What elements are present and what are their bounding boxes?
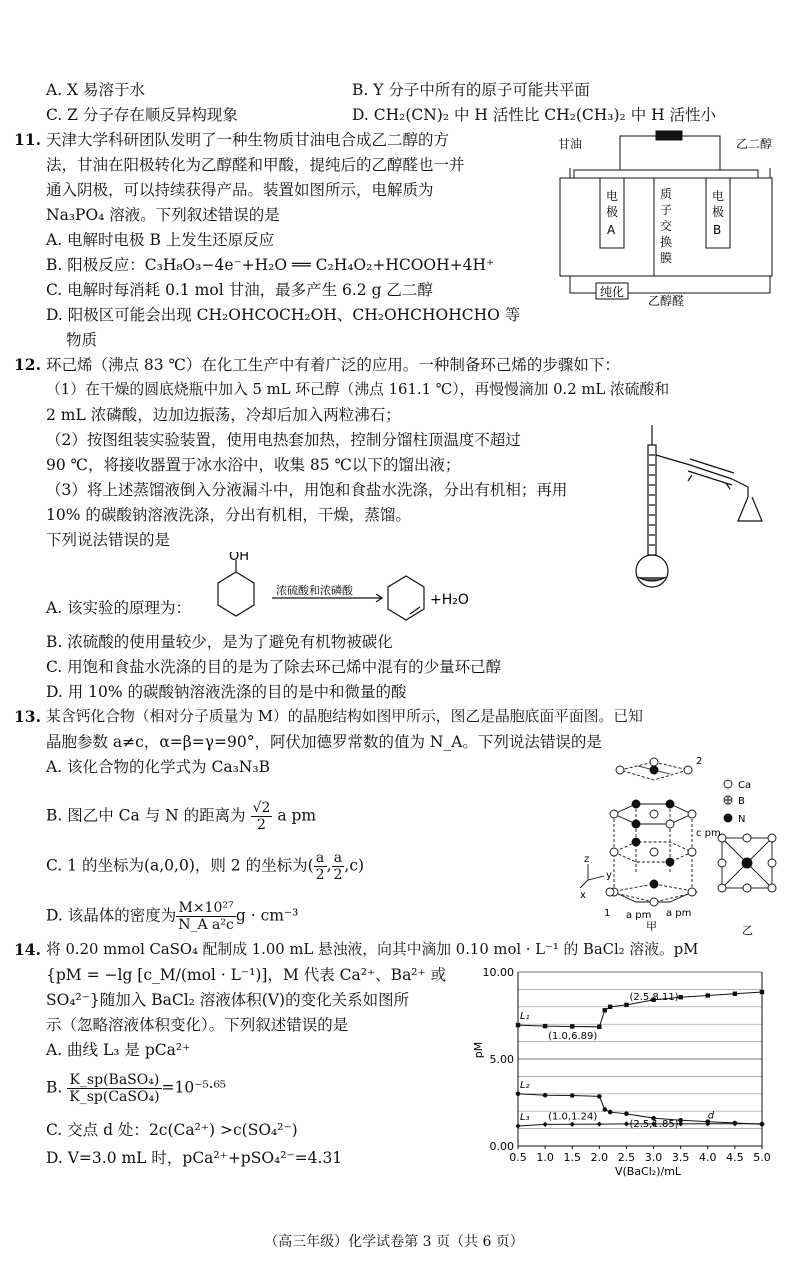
- x-tick-label: 1.5: [563, 1151, 581, 1164]
- q14-number: 14.: [14, 940, 41, 959]
- annotation-label: (1.0,1.24): [548, 1111, 598, 1123]
- x-tick-label: 5.0: [753, 1151, 771, 1164]
- x-tick-label: 4.0: [699, 1151, 717, 1164]
- page-footer: （高三年级）化学试卷第 3 页（共 6 页）: [264, 1234, 524, 1250]
- q12-option-d: D. 用 10% 的碳酸钠溶液洗涤的目的是中和微量的酸: [46, 683, 407, 701]
- annotation-label: (1.0,6.89): [548, 1031, 598, 1043]
- cyclohexanol-ring: [218, 572, 254, 616]
- label-glycerol: 甘油: [558, 137, 583, 151]
- series-point: [603, 1008, 607, 1012]
- q14-option-a: A. 曲线 L₃ 是 pCa²⁺: [46, 1041, 191, 1059]
- axis-y-label: y: [606, 870, 612, 881]
- q10-option-a: A. X 易溶于水: [46, 81, 146, 99]
- q12-step3-line1: （3）将上述蒸馏液倒入分液漏斗中，用饱和食盐水洗涤，分出有机相；再用: [46, 481, 568, 499]
- q14-option-d: D. V=3.0 mL 时，pCa²⁺+pSO₄²⁻=4.31: [46, 1149, 343, 1167]
- label-c-pm: c pm: [696, 828, 721, 839]
- q11-option-b: B. 阳极反应：C₃H₈O₃−4e⁻+H₂O ══ C₂H₄O₂+HCOOH+4H⁺: [46, 256, 495, 274]
- series-label: L₂: [520, 1079, 530, 1091]
- q11-number: 11.: [14, 130, 41, 149]
- q12-option-a: A. 该实验的原理为：: [46, 599, 192, 617]
- q14-stem-line3: SO₄²⁻}随加入 BaCl₂ 溶液体积(V)的变化关系如图所: [46, 991, 410, 1009]
- chart-x-axis-label: V(BaCl₂)/mL: [614, 1165, 682, 1178]
- legend-n: N: [738, 814, 746, 825]
- q14-option-c: C. 交点 d 处：2c(Ca²⁺) >c(SO₄²⁻): [46, 1121, 298, 1139]
- x-tick-label: 4.5: [726, 1151, 744, 1164]
- x-tick-label: 2.0: [590, 1151, 609, 1164]
- series-point: [543, 1122, 548, 1127]
- q12-option-c: C. 用饱和食盐水洗涤的目的是为了除去环己烯中混有的少量环己醇: [46, 658, 502, 676]
- series-point: [760, 990, 764, 994]
- series-point: [678, 1121, 683, 1126]
- x-tick-label: 1.0: [536, 1151, 554, 1164]
- axis-x-label: x: [580, 890, 586, 901]
- q13-option-b: [46, 800, 316, 833]
- q11-option-d-cont: 物质: [66, 331, 98, 349]
- x-tick-label: 0.5: [509, 1151, 527, 1164]
- pm-vs-volume-chart: [470, 960, 780, 1180]
- chart-y-axis-label: pM: [472, 1041, 485, 1059]
- cyclohexene-ring: [388, 576, 424, 620]
- electrode-b-char3: B: [713, 223, 722, 237]
- membrane-char5: 膜: [660, 251, 673, 265]
- series-point: [516, 1092, 521, 1097]
- series-point: [570, 1093, 575, 1098]
- q11-stem-line2: 法，甘油在阳极转化为乙醇醛和甲酸，提纯后的乙醇醛也一并: [46, 156, 465, 174]
- q13-option-c-frac1: $\frac{a}{2}$: [315, 850, 325, 883]
- series-point: [516, 1023, 520, 1027]
- reaction-scheme: [206, 552, 486, 632]
- annotation-label: (2.5,8.11): [629, 991, 679, 1003]
- membrane-char3: 交: [660, 219, 673, 233]
- series-point: [543, 1093, 548, 1098]
- y-tick-label: 5.00: [489, 1053, 514, 1066]
- q14-option-b: B. $\frac{\text{K\_sp(BaSO₄)}}{\text{K\_sp(CaSO₄)}}$ =10⁻⁵·⁶⁵: [46, 1072, 227, 1105]
- label-a-pm-2: a pm: [666, 908, 692, 919]
- membrane-char4: 换: [660, 235, 673, 249]
- q14-stem-line1: 将 0.20 mmol CaSO₄ 配制成 1.00 mL 悬浊液，向其中滴加 0.10 mol · L⁻¹ 的 BaCl₂ 溶液。pM: [46, 941, 699, 958]
- q13-option-d: D. 该晶体的密度为 $\frac{\text{M×10²⁷}}{\text{N\_A a²c}}$ g · cm⁻³: [46, 900, 299, 933]
- q13-option-d-text: D. 该晶体的密度为: [46, 906, 177, 925]
- annotation-label: d: [707, 1110, 715, 1122]
- series-point: [624, 1121, 629, 1126]
- oh-label: OH: [229, 552, 250, 564]
- q13-option-b-unit: a pm: [277, 806, 317, 825]
- label-a-pm-1: a pm: [626, 910, 652, 921]
- q11-option-a: A. 电解时电极 B 上发生还原反应: [46, 231, 275, 249]
- electrode-a-char2: 极: [606, 205, 619, 219]
- electrolysis-figure: [556, 128, 784, 308]
- q14-option-b-fraction: $\frac{\text{K\_sp(BaSO₄)}}{\text{K\_sp(CaSO₄)}}$: [69, 1072, 160, 1105]
- label-purify: 纯化: [600, 285, 625, 299]
- q11-stem-line1: 天津大学科研团队发明了一种生物质甘油电合成乙二醇的方: [46, 131, 450, 149]
- q13-option-d-fraction: $\frac{\text{M×10²⁷}}{\text{N\_A a²c}}$: [178, 900, 234, 933]
- q13-option-c-frac2: $\frac{a}{2}$: [333, 850, 343, 883]
- series-point: [515, 1123, 520, 1128]
- q12-stem-line1: 环己烯（沸点 83 ℃）在化工生产中有着广泛的应用。一种制备环己烯的步骤如下：: [46, 356, 620, 374]
- q12-number: 12.: [14, 355, 41, 374]
- distillation-apparatus-figure: [630, 425, 780, 595]
- q13-option-b-fraction: $\frac{√2}{2}$: [252, 800, 271, 833]
- q12-step3-line2: 10% 的碳酸钠溶液洗涤，分出有机相，干燥，蒸馏。: [46, 506, 411, 524]
- axis-z-label: z: [584, 854, 590, 865]
- chart-annotations: [548, 992, 715, 1130]
- crystal-cell-figure: [570, 752, 784, 940]
- label-glycolaldehyde: 乙醇醛: [648, 294, 685, 308]
- label-yi: 乙: [742, 924, 753, 937]
- series-point: [733, 992, 737, 996]
- q12-step1-line1: （1）在干燥的圆底烧瓶中加入 5 mL 环己醇（沸点 161.1 ℃），再慢慢滴加 0.2 mL 浓硫酸和: [46, 381, 670, 398]
- electrode-a-char1: 电: [606, 189, 619, 203]
- label-point-2: 2: [696, 756, 703, 767]
- q12-step2-line2: 90 ℃，将接收器置于冰水浴中，收集 85 ℃以下的馏出液；: [46, 456, 461, 474]
- q13-option-a: A. 该化合物的化学式为 Ca₃N₃B: [46, 758, 270, 776]
- q10-option-c: C. Z 分子存在顺反异构现象: [46, 106, 238, 124]
- q11-stem-line3: 通入阴极，可以持续获得产品。装置如图所示，电解质为: [46, 181, 434, 199]
- series-point: [597, 1121, 602, 1126]
- series-point: [706, 993, 710, 997]
- q11-option-c: C. 电解时每消耗 0.1 mol 甘油，最多产生 6.2 g 乙二醇: [46, 281, 433, 299]
- y-tick-label: 0.00: [489, 1140, 514, 1153]
- q12-option-b: B. 浓硫酸的使用量较少，是为了避免有机物被碳化: [46, 633, 393, 651]
- series-point: [570, 1024, 574, 1028]
- q12-step1-line2: 2 mL 浓磷酸，边加边振荡，冷却后加入两粒沸石；: [46, 406, 401, 424]
- x-tick-label: 3.5: [671, 1151, 690, 1164]
- annotation-label: (2.5,1.85): [629, 1118, 679, 1130]
- series-point: [602, 1107, 607, 1112]
- q13-stem-line2: 晶胞参数 a≠c，α=β=γ=90°，阿伏加德罗常数的值为 N_A。下列说法错误的是: [46, 733, 602, 751]
- series-point: [543, 1024, 547, 1028]
- q13-option-c-text: C. 1 的坐标为(a,0,0)，则 2 的坐标为(: [46, 856, 314, 875]
- electrode-b-char1: 电: [712, 189, 725, 203]
- y-tick-label: 10.00: [482, 966, 514, 979]
- q14-stem-line2: {pM = −lg [c_M/(mol · L⁻¹)]，M 代表 Ca²⁺、Ba²⁺ 或: [46, 966, 447, 984]
- label-point-1: 1: [604, 908, 611, 919]
- series-point: [624, 1003, 628, 1007]
- q12-ask: 下列说法错误的是: [46, 531, 171, 549]
- series-point: [608, 1110, 613, 1115]
- q13-number: 13.: [14, 707, 41, 726]
- legend-b: B: [738, 796, 745, 807]
- water-label: +H₂O: [430, 592, 469, 608]
- reagent-label: 浓硫酸和浓磷酸: [276, 584, 353, 597]
- q14-stem-line4: 示（忽略溶液体积变化）。下列叙述错误的是: [46, 1016, 349, 1034]
- legend-ca: Ca: [738, 780, 752, 791]
- q10-option-b: B. Y 分子中所有的原子可能共平面: [352, 81, 590, 99]
- membrane-char1: 质: [660, 187, 673, 201]
- electrode-b-char2: 极: [712, 205, 725, 219]
- q11-option-d: D. 阳极区可能会出现 CH₂OHCOCH₂OH、CH₂OHCHOHCHO 等: [46, 306, 521, 324]
- q10-option-d: D. CH₂(CN)₂ 中 H 活性比 CH₂(CH₃)₂ 中 H 活性小: [352, 106, 717, 124]
- membrane-char2: 子: [660, 203, 673, 217]
- series-point: [624, 1112, 629, 1117]
- q13-stem-line1: 某含钙化合物（相对分子质量为 M）的晶胞结构如图甲所示，图乙是晶胞底面平面图。已知: [46, 708, 643, 725]
- q13-option-b-text: B. 图乙中 Ca 与 N 的距离为: [46, 806, 246, 825]
- x-tick-label: 2.5: [617, 1151, 636, 1164]
- series-label: L₃: [520, 1111, 530, 1123]
- series-point: [608, 1005, 612, 1009]
- series-point: [597, 1094, 602, 1099]
- series-point: [678, 995, 682, 999]
- x-tick-label: 3.0: [644, 1151, 663, 1164]
- series-label: L₁: [520, 1011, 530, 1023]
- q13-option-c: C. 1 的坐标为(a,0,0)，则 2 的坐标为( $\frac{a}{2}$ , $\frac{a}{2}$ ,c): [46, 850, 365, 883]
- series-point: [597, 1025, 601, 1029]
- chart-axes: [483, 966, 771, 1164]
- label-ethylene-glycol: 乙二醇: [736, 137, 773, 151]
- q12-step2-line1: （2）按图组装实验装置，使用电热套加热，控制分馏柱顶温度不超过: [46, 431, 521, 449]
- q11-stem-line4: Na₃PO₄ 溶液。下列叙述错误的是: [46, 206, 280, 224]
- label-jia: 甲: [646, 920, 657, 933]
- electrode-a-char3: A: [607, 223, 616, 237]
